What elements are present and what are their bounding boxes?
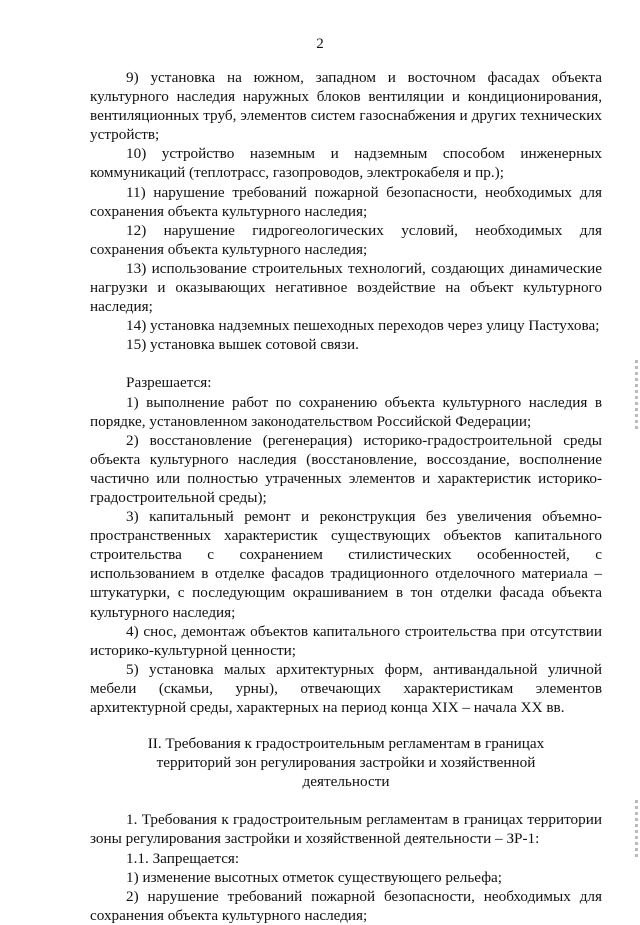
prohibited-item-9: 9) установка на южном, западном и восточном фасадах объекта культурного наследия наружных блоков вентиляции и кондиционирования, вентиляционных труб, элементов систем газоснабжения и других технических устройств; xyxy=(90,69,602,144)
prohibited-item-13: 13) использование строительных технологий, создающих динамические нагрузки и оказывающих негативное воздействие на объект культурного наследия; xyxy=(90,259,602,316)
scan-margin-mark xyxy=(635,360,638,430)
prohibited-item-10: 10) устройство наземным и надземным способом инженерных коммуникаций (теплотрасс, газопроводов, электрокабеля и пр.); xyxy=(90,145,602,182)
zone-prohibited-item-1: 1) изменение высотных отметок существующего рельефа; xyxy=(126,868,502,886)
document-body xyxy=(90,68,602,925)
zone-intro: 1. Требования к градостроительным регламентам в границах территории зоны регулирования застройки и хозяйственной деятельности – ЗР-1: xyxy=(90,811,602,848)
section-two-heading: II. Требования к градостроительным регламентам в границах территорий зон регулирования застройки и хозяйственной деятельности xyxy=(147,735,545,791)
allowed-item-4: 4) снос, демонтаж объектов капитального строительства при отсутствии историко-культурной ценности; xyxy=(90,622,602,659)
allowed-item-3: 3) капитальный ремонт и реконструкция без увеличения объемно-пространственных характеристик существующих объектов капитального строительства с сохранением стилистических особенностей, с использованием в отделке фасадов традиционного отделочного материала – штукатурки, с последующим окрашиванием в тон отделки фасада объекта культурного наследия; xyxy=(90,508,602,621)
allowed-item-2: 2) восстановление (регенерация) историко-градостроительной среды объекта культурного наследия (восстановление, воссоздание, восполнение частично или полностью утраченных элементов и характеристик историко-градостроительной среды); xyxy=(90,431,602,506)
allowed-item-5: 5) установка малых архитектурных форм, антивандальной уличной мебели (скамьи, урны), отвечающих характеристикам элементов архитектурной среды, характерных на период конца XIX – начала XX вв. xyxy=(90,660,602,716)
page-number: 2 xyxy=(316,36,324,52)
scan-margin-mark xyxy=(635,800,638,860)
zone-subheading: 1.1. Запрещается: xyxy=(126,849,240,867)
prohibited-item-12: 12) нарушение гидрогеологических условий, необходимых для сохранения объекта культурного наследия; xyxy=(90,221,602,258)
prohibited-item-14: 14) установка надземных пешеходных переходов через улицу Пастухова; xyxy=(126,317,600,335)
prohibited-item-15: 15) установка вышек сотовой связи. xyxy=(126,336,359,354)
allowed-heading: Разрешается: xyxy=(126,374,212,392)
prohibited-item-11: 11) нарушение требований пожарной безопасности, необходимых для сохранения объекта культурного наследия; xyxy=(90,183,602,220)
allowed-item-1: 1) выполнение работ по сохранению объекта культурного наследия в порядке, установленном законодательством Российской Федерации; xyxy=(90,393,602,430)
zone-prohibited-item-2: 2) нарушение требований пожарной безопасности, необходимых для сохранения объекта культурного наследия; xyxy=(90,887,602,924)
